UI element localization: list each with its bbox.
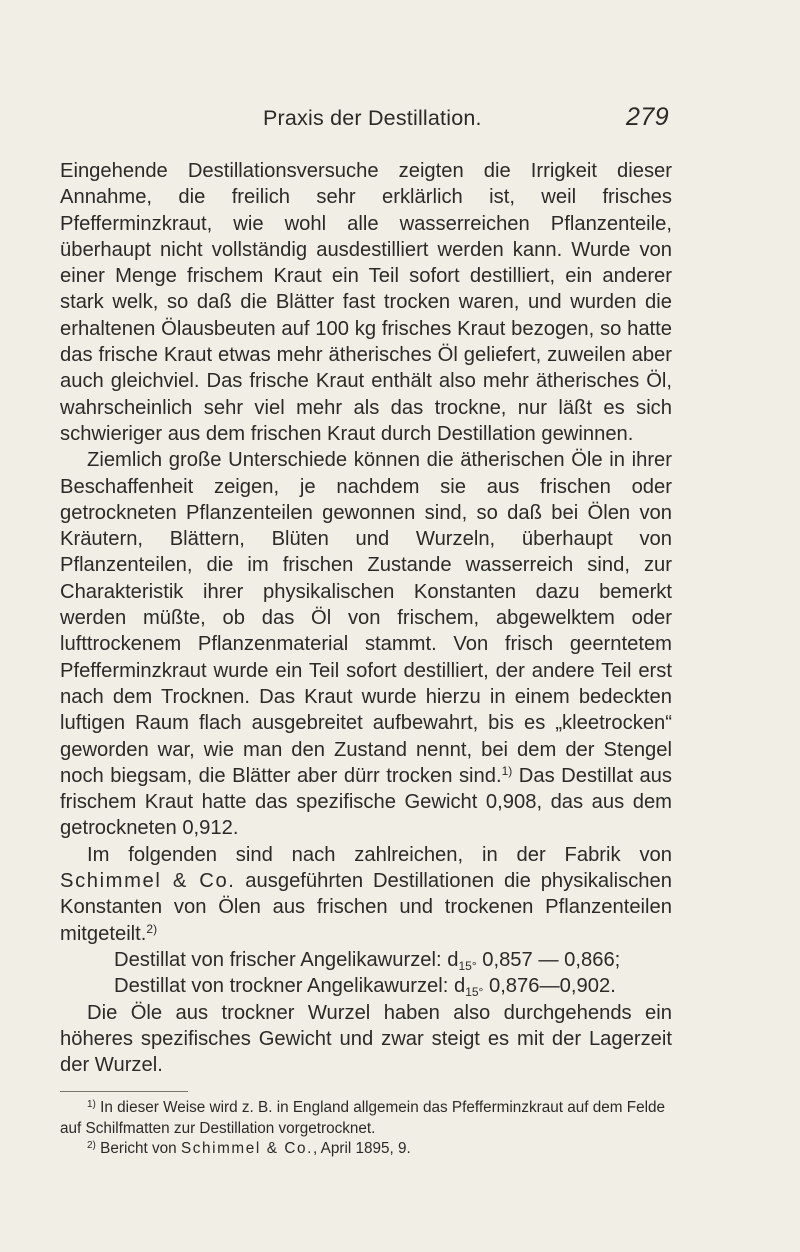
page-header bbox=[0, 103, 800, 136]
footnote-mark: 1) bbox=[87, 1099, 96, 1110]
paragraph-4-text: Die Öle aus trockner Wurzel haben also durchgehends ein höheres spezifisches Gewicht und zwar steigt es mit der Lagerzeit der Wurzel. bbox=[60, 1001, 672, 1077]
paragraph-3-pre: Im folgenden sind nach zahlreichen, in der Fabrik von bbox=[87, 843, 672, 866]
entry-label: Destillat von frischer Angelikawurzel: d bbox=[114, 948, 459, 971]
paragraph-3 bbox=[60, 842, 672, 947]
footnote-mark: 2) bbox=[87, 1140, 96, 1151]
entry-value: 0,876—0,902. bbox=[483, 975, 616, 998]
entry-subscript: 15° bbox=[465, 985, 484, 1000]
running-head: Praxis der Destillation. bbox=[263, 106, 482, 130]
footnote-1 bbox=[60, 1098, 672, 1139]
paragraph-2-text: Ziemlich große Unterschiede können die ätherischen Öle in ihrer Beschaffenheit zeigen, je nachdem sie aus frischen oder getrockneten Pflanzenteilen gewonnen sind, so daß bei Ölen von Kräutern, Blättern, Blüten und Wurzeln, überhaupt von Pflanzenteilen, die im frischen Zustande wasserreich sind, zur Charakteristik ihrer physikalischen Konstanten dazu bemerkt werden müßte, ob das Öl von frischem, abgewelktem oder lufttrockenem Pflanzenmaterial stammt. Von frisch geerntetem Pfefferminzkraut wurde ein Teil sofort destilliert, der andere Teil erst nach dem Trocknen. Das Kraut wurde hierzu in einem bedeckten luftigen Raum flach ausgebreitet aufbewahrt, bis es „kleetrocken“ geworden war, wie man den Zustand nennt, bei dem der Stengel noch biegsam, die Blätter aber dürr trocken sind. bbox=[60, 449, 672, 787]
paragraph-1-text: Eingehende Destillationsversuche zeigten die Irrigkeit dieser Annahme, die freilich sehr erklärlich ist, weil frisches Pfefferminzkraut, wie wohl alle wasserreichen Pflanzenteile, überhaupt nicht vollständig ausdestilliert werden kann. Wurde von einer Menge frischem Kraut ein Teil sofort destilliert, ein anderer stark welk, so daß die Blätter fast trocken waren, und wurden die erhaltenen Ölausbeuten auf 100 kg frisches Kraut bezogen, so hatte das frische Kraut etwas mehr ätherisches Öl geliefert, zuweilen aber auch gleichviel. Das frische Kraut enthält also mehr ätherisches Öl, wahrscheinlich sehr viel mehr als das trockne, nur läßt es sich schwieriger aus dem frischen Kraut durch Destillation gewinnen. bbox=[60, 160, 672, 445]
footnote-2 bbox=[60, 1139, 672, 1160]
paragraph-2-tail: Das Destillat aus frischem Kraut hatte das spezifische Gewicht 0,908, das aus dem getrockneten 0,912. bbox=[60, 764, 672, 840]
paragraph-3-post: ausgeführten Destillationen die physikalischen Konstanten von Ölen aus frischen und trockenen Pflanzenteilen mitgeteilt. bbox=[60, 870, 672, 945]
footnote-ref-1: 1) bbox=[501, 763, 513, 778]
footnote-2-pre: Bericht von bbox=[95, 1140, 181, 1157]
main-text bbox=[60, 158, 672, 1078]
entry-label: Destillat von trockner Angelikawurzel: d bbox=[114, 975, 466, 998]
entry-value: 0,857 — 0,866; bbox=[476, 948, 621, 971]
paragraph-4 bbox=[60, 1000, 672, 1079]
firm-name: Schimmel & Co. bbox=[60, 870, 236, 893]
footnote-firm-name: Schimmel & Co. bbox=[180, 1140, 313, 1157]
entry-subscript: 15° bbox=[458, 958, 477, 973]
footnote-2-post: , April 1895, 9. bbox=[313, 1140, 411, 1157]
page-number: 279 bbox=[626, 103, 670, 131]
density-entry-dry bbox=[60, 973, 672, 999]
footnote-divider bbox=[60, 1091, 188, 1092]
paragraph-1 bbox=[60, 158, 672, 447]
paragraph-2 bbox=[60, 447, 672, 841]
footnote-ref-2: 2) bbox=[146, 921, 158, 936]
density-entry-fresh bbox=[60, 947, 672, 973]
footnote-1-text: In dieser Weise wird z. B. in England allgemein das Pfefferminzkraut auf dem Felde auf Schilfmatten zur Destillation vorgetrocknet. bbox=[60, 1099, 666, 1137]
footnotes bbox=[60, 1098, 672, 1160]
